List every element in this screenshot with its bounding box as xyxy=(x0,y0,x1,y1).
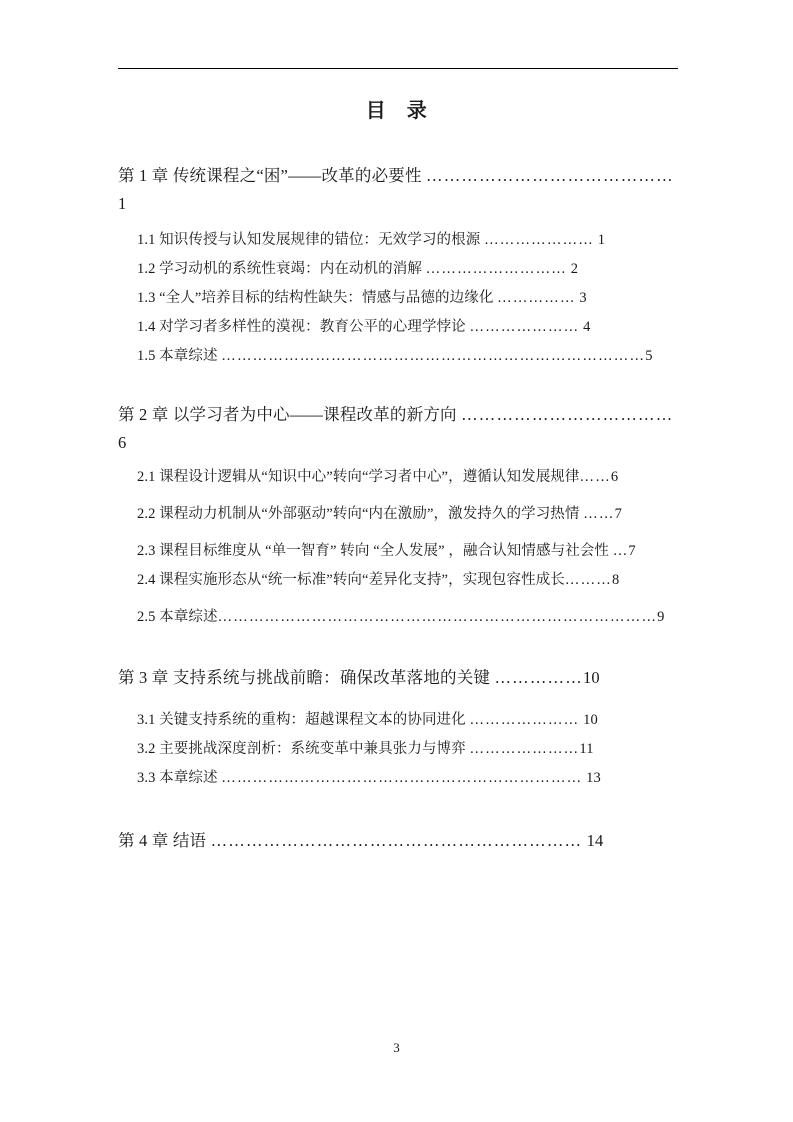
toc-entry-label: 第 4 章 结语 xyxy=(118,831,211,850)
spacer xyxy=(118,218,680,226)
toc-page-number: 8 xyxy=(612,572,620,588)
toc-dot-leader: …………… xyxy=(494,668,583,687)
toc-page-number: 10 xyxy=(579,712,598,728)
toc-entry-section-1-4[interactable] xyxy=(118,313,680,342)
toc-entry-section-1-2[interactable] xyxy=(118,255,680,284)
toc-dot-leader: ……………………………… xyxy=(461,405,674,424)
toc-entry-section-1-1[interactable] xyxy=(118,226,680,255)
toc-dot-leader: ………………… xyxy=(484,232,594,248)
toc-dot-leader: ………………… xyxy=(469,319,580,335)
toc-entry-label: 2.2 课程动力机制从“外部驱动”转向“内在激励”，激发持久的学习热情 xyxy=(137,506,584,522)
toc-dot-leader: ……… xyxy=(564,572,612,588)
toc-entry-chapter-3[interactable] xyxy=(118,664,680,692)
toc-page-number: 14 xyxy=(582,831,604,850)
spacer xyxy=(118,529,680,537)
page-title: 目 录 xyxy=(365,100,428,122)
toc-entry-label: 3.2 主要挑战深度剖析：系统变革中兼具张力与博弈 xyxy=(137,741,470,757)
toc-entry-label: 2.4 课程实施形态从“统一标准”转向“差异化支持”，实现包容性成长 xyxy=(137,572,565,588)
toc-page-number: 7 xyxy=(614,506,622,522)
header-rule xyxy=(118,68,678,69)
toc-entry-label: 3.1 关键支持系统的重构：超越课程文本的协同进化 xyxy=(137,712,470,728)
toc-entry-section-2-1[interactable] xyxy=(118,463,680,492)
toc-entry-label: 1.4 对学习者多样性的漠视：教育公平的心理学悖论 xyxy=(137,319,470,335)
toc-dot-leader: …………………………………… xyxy=(426,166,674,185)
toc-dot-leader: …… xyxy=(579,469,611,485)
toc-entry-label: 1.3 “全人”培养目标的结构性缺失：情感与品德的边缘化 xyxy=(137,290,498,306)
toc-entry-section-2-5[interactable] xyxy=(118,603,680,632)
toc-entry-section-1-3[interactable] xyxy=(118,284,680,313)
toc-dot-leader: ……………………… xyxy=(425,261,567,277)
toc-page-number: 1 xyxy=(593,232,606,248)
toc-entry-section-3-1[interactable] xyxy=(118,706,680,735)
toc-page-number: 2 xyxy=(567,261,579,277)
toc-page-number: 13 xyxy=(582,770,601,786)
toc-page-number: 11 xyxy=(579,741,594,757)
table-of-contents xyxy=(118,162,680,855)
page-folio-number: 3 xyxy=(393,1040,400,1055)
spacer xyxy=(118,492,680,500)
toc-dot-leader: ………………… xyxy=(469,712,580,728)
toc-dot-leader: ………………………………………………………………………… xyxy=(217,609,658,625)
toc-entry-section-2-3[interactable] xyxy=(118,537,680,566)
toc-entry-label: 1.5 本章综述 xyxy=(137,348,222,364)
toc-entry-label: 1.2 学习动机的系统性衰竭：内在动机的消解 xyxy=(137,261,426,277)
toc-entry-label: 第 3 章 支持系统与挑战前瞻：确保改革落地的关键 xyxy=(118,668,495,687)
toc-dot-leader: …… xyxy=(583,506,615,522)
toc-page-number: 1 xyxy=(118,194,127,213)
toc-entry-section-3-3[interactable] xyxy=(118,764,680,793)
toc-page-number: 5 xyxy=(645,348,653,364)
toc-entry-chapter-1[interactable] xyxy=(118,162,680,218)
toc-page-number: 10 xyxy=(582,668,600,687)
toc-entry-chapter-2[interactable] xyxy=(118,401,680,457)
toc-entry-label: 3.3 本章综述 xyxy=(137,770,222,786)
spacer xyxy=(118,793,680,827)
spacer xyxy=(118,595,680,603)
toc-entry-label: 第 2 章 以学习者为中心——课程改革的新方向 xyxy=(118,405,462,424)
toc-dot-leader: ……………………………………………………………………… xyxy=(221,348,646,364)
toc-entry-label: 2.1 课程设计逻辑从“知识中心”转向“学习者中心”，遵循认知发展规律 xyxy=(137,469,580,485)
toc-dot-leader: ……………………………………………………… xyxy=(210,831,583,850)
toc-page-number: 6 xyxy=(610,469,619,485)
spacer xyxy=(118,692,680,706)
toc-dot-leader: … xyxy=(612,543,629,559)
toc-page-number: 9 xyxy=(657,609,665,625)
toc-entry-section-2-2[interactable] xyxy=(118,500,680,529)
toc-entry-section-2-4[interactable] xyxy=(118,566,680,595)
toc-dot-leader: …………… xyxy=(497,290,576,306)
toc-entry-chapter-4[interactable] xyxy=(118,827,680,855)
toc-entry-section-3-2[interactable] xyxy=(118,735,680,764)
toc-entry-label: 1.1 知识传授与认知发展规律的错位：无效学习的根源 xyxy=(137,232,485,248)
toc-dot-leader: ………………… xyxy=(469,741,580,757)
toc-page-number: 3 xyxy=(575,290,587,306)
spacer xyxy=(118,632,680,664)
toc-entry-section-1-5[interactable] xyxy=(118,342,680,371)
toc-page-number: 7 xyxy=(628,543,636,559)
toc-page-number: 4 xyxy=(579,319,591,335)
toc-page-number: 6 xyxy=(118,433,127,452)
toc-entry-label: 第 1 章 传统课程之“困”——改革的必要性 xyxy=(118,166,426,185)
toc-entry-label: 2.5 本章综述 xyxy=(137,609,218,625)
toc-dot-leader: …………………………………………………………… xyxy=(221,770,583,786)
spacer xyxy=(118,371,680,401)
toc-entry-label: 2.3 课程目标维度从 “单一智育” 转向 “全人发展” ，融合认知情感与社会性 xyxy=(137,543,613,559)
